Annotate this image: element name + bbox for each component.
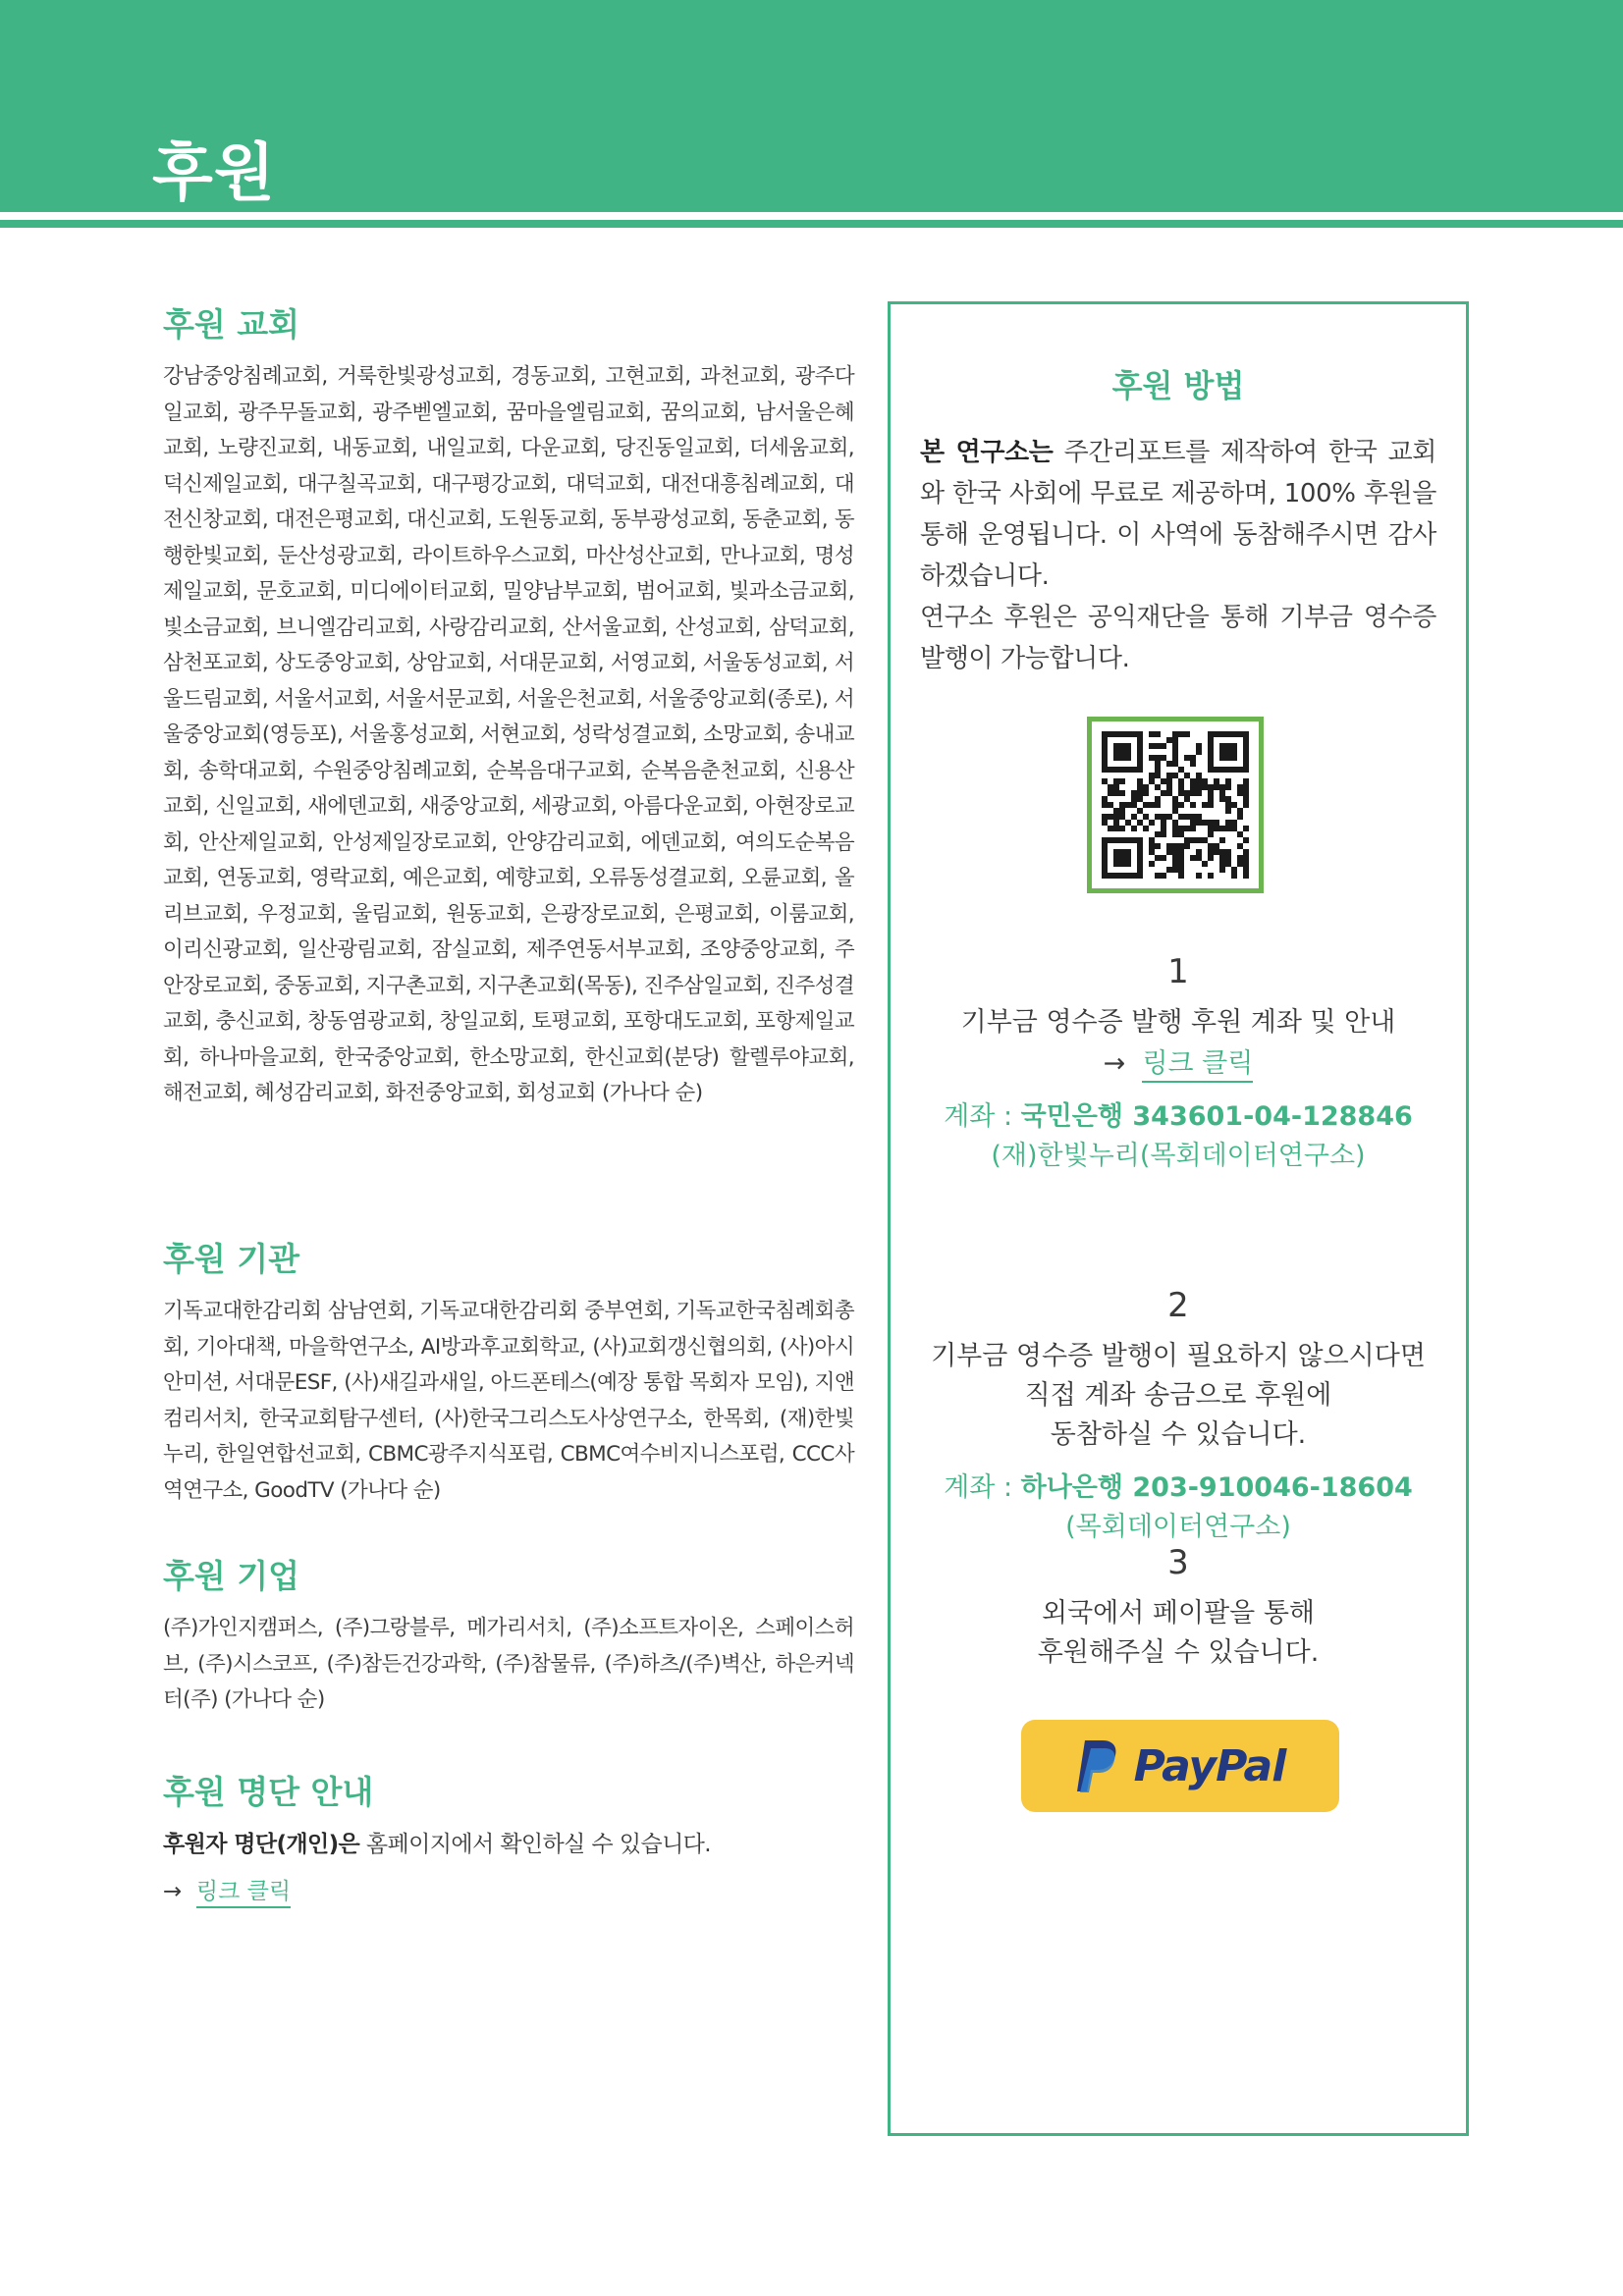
donor-list-rest: 홈페이지에서 확인하실 수 있습니다. xyxy=(359,1832,712,1857)
method-intro-text2: 연구소 후원은 공익재단을 통해 기부금 영수증 발행이 가능합니다. xyxy=(920,603,1436,673)
qr-code[interactable] xyxy=(1087,717,1264,893)
step-2-line-1: 기부금 영수증 발행이 필요하지 않으시다면 xyxy=(931,1341,1426,1371)
step-1-link[interactable]: 링크 클릭 xyxy=(1142,1048,1253,1083)
section-donor-list xyxy=(163,1767,854,1905)
paypal-label: PayPal xyxy=(1133,1740,1286,1791)
qr-code-icon xyxy=(1102,731,1249,879)
donor-link-row xyxy=(163,1873,854,1905)
section-institutions xyxy=(163,1234,854,1509)
donation-method-box xyxy=(888,301,1469,2136)
step-3-line-1: 외국에서 페이팔을 통해 xyxy=(1042,1598,1315,1629)
step-1-text: 기부금 영수증 발행 후원 계좌 및 안내 xyxy=(960,1007,1396,1038)
step-1 xyxy=(891,952,1466,1176)
step-1-number: 1 xyxy=(1167,952,1189,991)
page-title: 후원 xyxy=(152,137,276,210)
paypal-logo-icon xyxy=(1075,1738,1120,1793)
account-label: 계좌 : xyxy=(944,1472,1021,1503)
churches-heading: 후원 교회 xyxy=(163,305,300,344)
arrow-icon: → xyxy=(163,1878,183,1904)
account-number: 하나은행 203-910046-18604 xyxy=(1020,1472,1413,1503)
account-number: 국민은행 343601-04-128846 xyxy=(1020,1101,1413,1132)
step-2 xyxy=(891,1286,1466,1547)
account-label: 계좌 : xyxy=(944,1101,1021,1132)
step-1-link-row xyxy=(891,1044,1466,1084)
step-2-account xyxy=(891,1468,1466,1508)
donor-list-text xyxy=(163,1827,854,1863)
churches-list: 강남중앙침례교회, 거룩한빛광성교회, 경동교회, 고현교회, 과천교회, 광주다일교회, 광주무돌교회, 광주벧엘교회, 꿈마을엘림교회, 꿈의교회, 남서울은혜교회, 노량진교회, 내동교회, 내일교회, 다운교회, 당진동일교회, 더세움교회, 덕신제일교회, 대구칠곡교회, 대구평강교회, 대덕교회, 대전대흥침례교회, 대전신창교회, 대전은평교회, 대신교회, 도원동교회, 동부광성교회, 동춘교회, 동행한빛교회, 둔산성광교회, 라이트하우스교회, 마산성산교회, 만나교회, 명성제일교회, 문호교회, 미디에이터교회, 밀양남부교회, 범어교회, 빛과소금교회, 빛소금교회, 브니엘감리교회, 사랑감리교회, 산서울교회, 산성교회, 삼덕교회, 삼천포교회, 상도중앙교회, 상암교회, 서대문교회, 서영교회, 서울동성교회, 서울드림교회, 서울서교회, 서울서문교회, 서울은천교회, 서울중앙교회(종로), 서울중앙교회(영등포), 서울홍성교회, 서현교회, 성락성결교회, 소망교회, 송내교회, 송학대교회, 수원중앙침례교회, 순복음대구교회, 순복음춘천교회, 신용산교회, 신일교회, 새에덴교회, 새중앙교회, 세광교회, 아름다운교회, 아현장로교회, 안산제일교회, 안성제일장로교회, 안양감리교회, 에덴교회, 여의도순복음교회, 연동교회, 영락교회, 예은교회, 예향교회, 오류동성결교회, 오륜교회, 올리브교회, 우정교회, 울림교회, 원동교회, 은광장로교회, 은평교회, 이룸교회, 이리신광교회, 일산광림교회, 잠실교회, 제주연동서부교회, 조양중앙교회, 주안장로교회, 중동교회, 지구촌교회, 지구촌교회(목동), 진주삼일교회, 진주성결교회, 충신교회, 창동염광교회, 창일교회, 토평교회, 포항대도교회, 포항제일교회, 하나마을교회, 한국중앙교회, 한소망교회, 한신교회(분당) 할렐루야교회, 해전교회, 혜성감리교회, 화전중앙교회, 회성교회 (가나다 순) xyxy=(163,364,854,1105)
institutions-heading: 후원 기관 xyxy=(163,1240,300,1278)
step-3 xyxy=(891,1543,1466,1673)
step-2-line-2: 직접 계좌 송금으로 후원에 xyxy=(1024,1380,1332,1411)
section-companies xyxy=(163,1551,854,1719)
section-churches xyxy=(163,299,854,1112)
paypal-button[interactable] xyxy=(1021,1720,1339,1812)
donor-list-bold: 후원자 명단(개인)은 xyxy=(163,1832,360,1857)
step-3-number: 3 xyxy=(1167,1543,1189,1582)
method-intro-bold: 본 연구소는 xyxy=(920,438,1054,467)
header-divider xyxy=(0,220,1623,228)
method-intro-text: 주간리포트를 제작하여 한국 교회와 한국 사회에 무료로 제공하며, 100% 후원을 통해 운영됩니다. 이 사역에 동참해주시면 감사하겠습니다. xyxy=(920,438,1437,591)
step-2-line-3: 동참하실 수 있습니다. xyxy=(1050,1419,1307,1450)
step-3-line-2: 후원해주실 수 있습니다. xyxy=(1037,1637,1320,1668)
donor-list-heading: 후원 명단 안내 xyxy=(163,1773,374,1811)
step-2-account-holder: (목회데이터연구소) xyxy=(1065,1512,1291,1542)
donor-list-link[interactable]: 링크 클릭 xyxy=(196,1879,291,1908)
institutions-list: 기독교대한감리회 삼남연회, 기독교대한감리회 중부연회, 기독교한국침례회총회, 기아대책, 마을학연구소, AI방과후교회학교, (사)교회갱신협의회, (사)아시안미션, 서대문ESF, (사)새길과새일, 아드폰테스(예장 통합 목회자 모임), 지앤컴리서치, 한국교회탐구센터, (사)한국그리스도사상연구소, 한목회, (재)한빛누리, 한일연합선교회, CBMC광주지식포럼, CBMC여수비지니스포럼, CCC사역연구소, GoodTV (가나다 순) xyxy=(163,1299,854,1503)
step-1-account xyxy=(891,1097,1466,1137)
step-2-number: 2 xyxy=(1167,1286,1189,1325)
companies-heading: 후원 기업 xyxy=(163,1557,300,1595)
step-1-account-holder: (재)한빛누리(목회데이터연구소) xyxy=(991,1141,1366,1171)
companies-list: (주)가인지캠퍼스, (주)그랑블루, 메가리서치, (주)소프트자이온, 스페이스허브, (주)시스코프, (주)참든건강과학, (주)참물류, (주)하츠/(주)벽산, 하은커넥터(주) (가나다 순) xyxy=(163,1616,854,1712)
method-heading: 후원 방법 xyxy=(1111,367,1245,404)
arrow-icon: → xyxy=(1103,1048,1126,1079)
method-intro xyxy=(920,432,1436,679)
